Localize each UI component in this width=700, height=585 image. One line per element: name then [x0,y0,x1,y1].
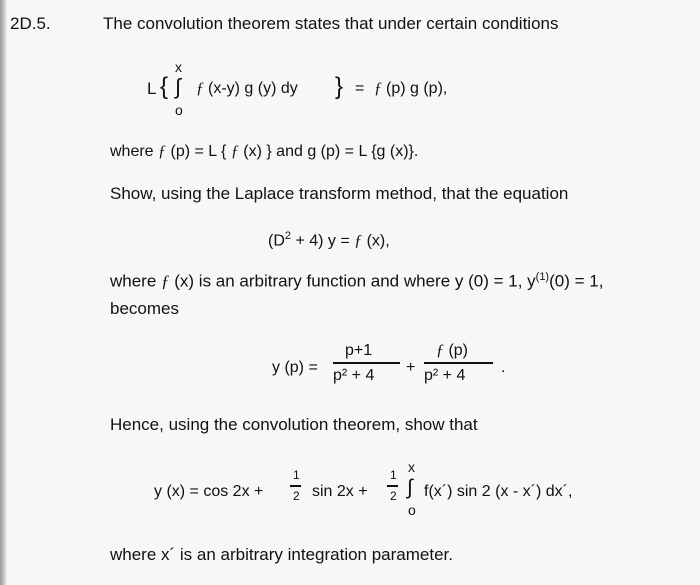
fraction2-bar [424,362,493,364]
function-f: ƒ [374,80,382,97]
fraction1-numerator: p+1 [345,342,373,359]
integral-upper-limit: x [175,59,182,75]
integral-sign: ∫ [407,476,413,499]
half1-denominator: 2 [293,489,300,503]
fraction1-bar [333,362,400,364]
half1-bar [290,485,301,487]
show-instruction: Show, using the Laplace transform method, that the equation [110,184,569,203]
half2-numerator: 1 [390,468,397,482]
period: . [501,359,506,376]
integral-upper-limit: x [408,459,415,475]
integral-lower-limit: o [175,102,183,118]
becomes-text: becomes [110,299,179,318]
half2-denominator: 2 [390,489,397,503]
fraction2-denominator: p² + 4 [424,367,466,384]
half1-numerator: 1 [293,468,300,482]
definition-line: where ƒ (p) = L { ƒ (x) } and g (p) = L {g (x)}. [110,143,419,160]
right-brace: } [335,73,344,100]
product-rhs: (p) g (p), [386,80,448,97]
differential-equation: $(D^2 + 4) y$ = ƒ (x), [268,230,390,250]
hence-instruction: Hence, using the convolution theorem, show that [110,415,478,434]
solution-start: y (x) = cos 2x + [154,483,264,500]
parameter-note: where x´ is an arbitrary integration parameter. [110,545,453,564]
intro-text: The convolution theorem states that under certain conditions [103,14,559,33]
plus-sign: + [406,359,416,376]
laplace-operator: L [147,79,157,98]
page-binding-edge [0,0,7,585]
equals-sign: = [355,80,365,97]
half2-bar [387,485,398,487]
fraction1-denominator: p² + 4 [333,367,375,384]
integrand: (x-y) g (y) dy [208,80,298,97]
yp-lhs: y (p) = [272,359,318,376]
problem-number: 2D.5. [10,14,51,33]
initial-conditions: where ƒ (x) is an arbitrary function and where y (0) = 1, $y^{(1)}(0) = 1$, [110,271,604,291]
fraction2-numerator: ƒ (p) [436,342,468,359]
convolution-integral: f(x´) sin 2 (x - x´) dx´, [424,483,573,500]
sin-term: sin 2x + [312,483,368,500]
left-brace: { [160,73,169,100]
integral-sign: ∫ [175,74,182,99]
integral-lower-limit: o [408,502,416,518]
function-f: ƒ [196,80,204,97]
